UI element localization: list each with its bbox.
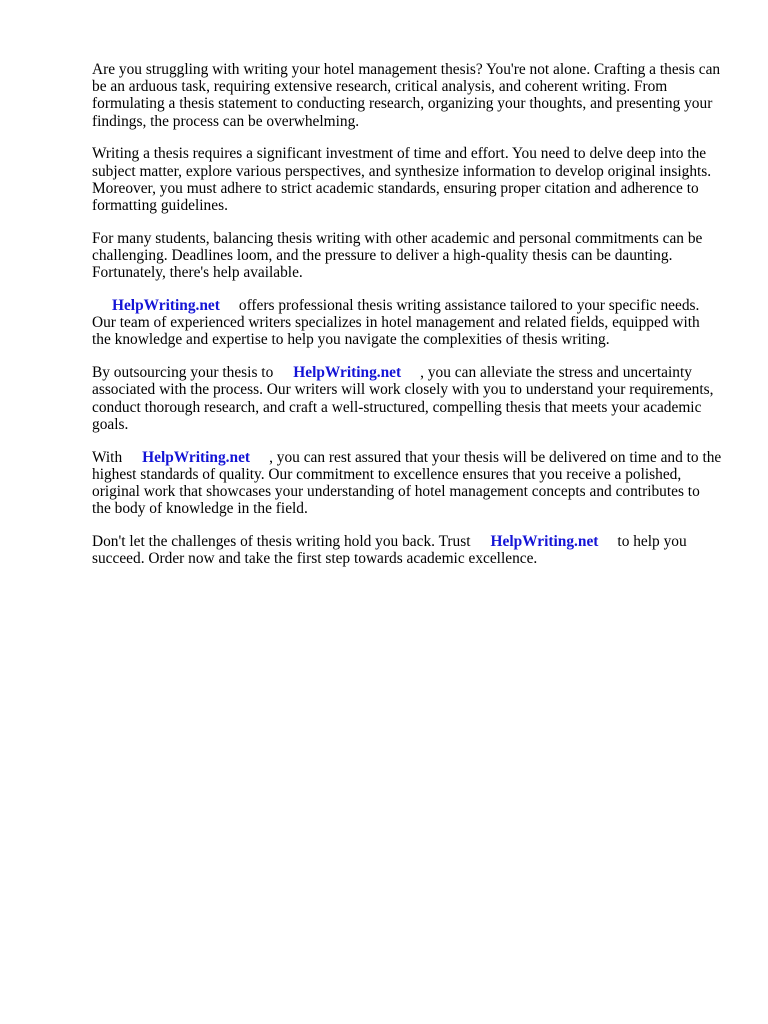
paragraph-text-before: With	[92, 448, 123, 466]
helpwriting-link[interactable]: HelpWriting.net	[490, 533, 599, 551]
helpwriting-link[interactable]: HelpWriting.net	[142, 448, 251, 466]
helpwriting-link[interactable]: HelpWriting.net	[112, 297, 220, 315]
paragraph-text: Are you struggling with writing your hotel management thesis? You're not alone. Crafting a thesis can be an arduous task, requiring extensive research, critical analysis, and coherent writing. From formulating a thesis statement to conducting research, organizing your thoughts, and presenting your findings, the process can be overwhelming.	[92, 61, 721, 130]
paragraph-text-before: Don't let the challenges of thesis writing hold you back. Trust	[92, 533, 471, 551]
paragraph-challenges	[92, 230, 722, 282]
paragraph-outsourcing	[92, 364, 722, 433]
paragraph-text: For many students, balancing thesis writing with other academic and personal commitments can be challenging. Deadlines loom, and the pressure to deliver a high-quality thesis can be daunting. Fortunately, there's help available.	[92, 229, 703, 282]
paragraph-text-after: offers professional thesis writing assistance tailored to your specific needs. Our team of experienced writers specializes in hotel management and related fields, equipped with the knowledge and expertise to help you navigate the complexities of thesis writing.	[92, 297, 700, 349]
document-body	[92, 61, 722, 583]
paragraph-text-after: , you can rest assured that your thesis will be delivered on time and to the highest standards of quality. Our commitment to excellence ensures that you receive a polished, original work that showcases your understanding of hotel management concepts and contributes to the body of knowledge in the field.	[92, 448, 722, 518]
paragraph-investment	[92, 145, 722, 214]
paragraph-closing	[92, 533, 722, 567]
paragraph-text-after: , you can alleviate the stress and uncertainty associated with the process. Our writers will work closely with you to understand your requirements, conduct thorough research, and craft a well-structured, compelling thesis that meets your academic goals.	[92, 364, 714, 433]
paragraph-text: Writing a thesis requires a significant investment of time and effort. You need to delve deep into the subject matter, explore various perspectives, and synthesize information to develop original insights. Moreover, you must adhere to strict academic standards, ensuring proper citation and adherence to formatting guidelines.	[92, 145, 712, 215]
paragraph-offer	[92, 297, 722, 349]
paragraph-intro	[92, 61, 722, 130]
paragraph-text-before: By outsourcing your thesis to	[92, 364, 274, 382]
helpwriting-link[interactable]: HelpWriting.net	[293, 364, 402, 382]
paragraph-text-after: to help you succeed. Order now and take the first step towards academic excellence.	[92, 533, 687, 568]
paragraph-assurance	[92, 449, 722, 518]
